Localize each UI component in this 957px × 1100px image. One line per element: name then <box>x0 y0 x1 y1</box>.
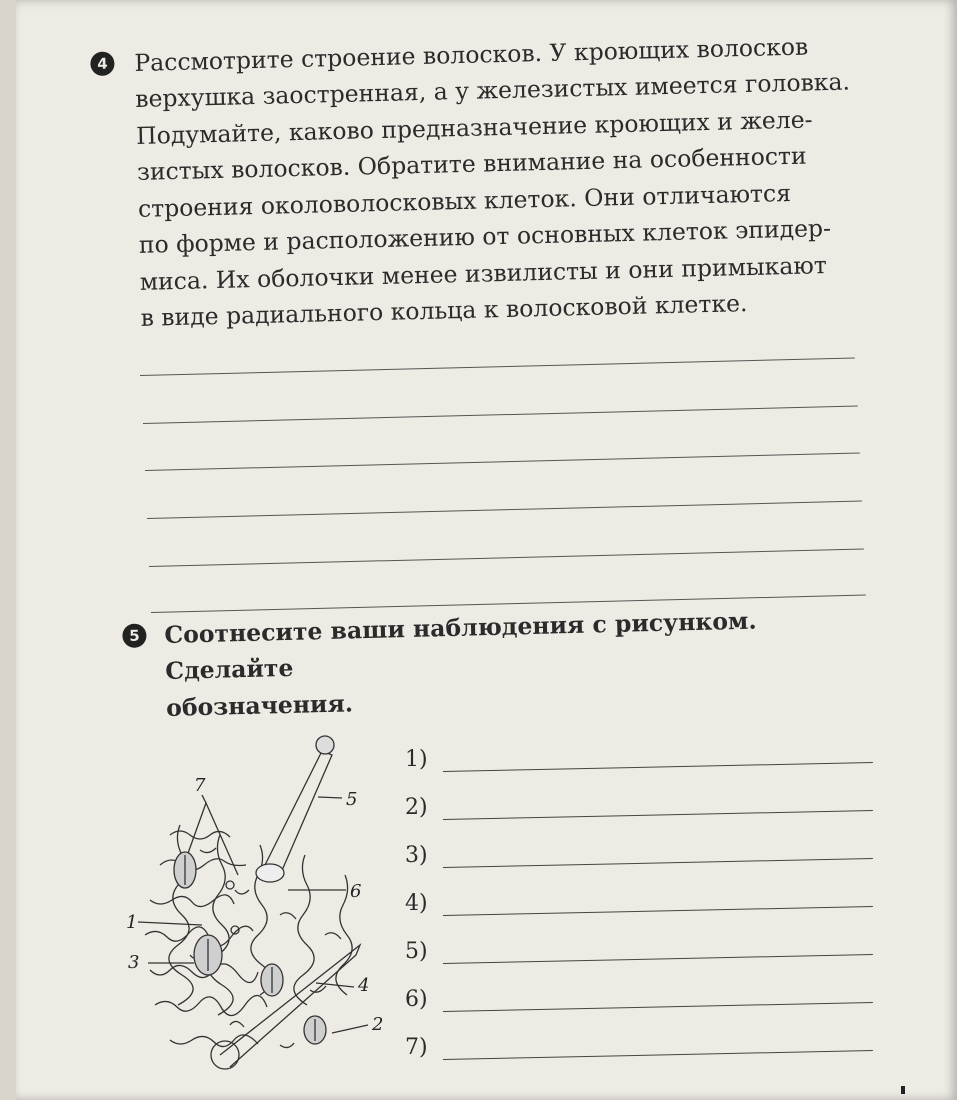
task-4-line: строения околоволосковых клеток. Они отличаются <box>137 178 792 223</box>
task-4-line: в виде радиального кольца к волосковой клетке. <box>140 289 748 332</box>
answer-row <box>405 927 885 975</box>
answer-line[interactable] <box>443 1050 873 1060</box>
answer-line[interactable] <box>443 906 873 916</box>
figure-label: 2 <box>372 1014 384 1035</box>
answer-line[interactable] <box>443 1002 873 1012</box>
epidermis-figure <box>110 725 400 1085</box>
task-4-line: миса. Их оболочки менее извилисты и они примыкают <box>139 250 828 296</box>
answer-line[interactable] <box>443 954 873 964</box>
task-5 <box>122 600 864 727</box>
task-5-number: 5 <box>122 623 147 648</box>
task-4-line: Рассмотрите строение волосков. У кроющих волосков <box>134 32 809 77</box>
task-4 <box>92 27 859 337</box>
answer-list <box>405 735 885 1071</box>
answer-row <box>405 1023 885 1071</box>
figure-label: 3 <box>128 952 140 973</box>
answer-row <box>405 783 885 831</box>
figure-label: 5 <box>346 789 358 810</box>
answer-row <box>405 975 885 1023</box>
answer-row <box>405 831 885 879</box>
figure-label: 4 <box>358 975 370 996</box>
answer-line[interactable] <box>443 762 873 772</box>
answer-row <box>405 735 885 783</box>
page-mark <box>901 1086 905 1094</box>
answer-number: 4) <box>405 891 428 916</box>
answer-number: 7) <box>405 1035 428 1060</box>
figure-label: 6 <box>350 881 362 902</box>
task-5-line: обозначения. <box>165 689 354 722</box>
answer-number: 3) <box>405 843 428 868</box>
figure-label: 1 <box>126 912 138 933</box>
task-4-line: верхушка заостренная, а у железистых имеется головка. <box>134 67 851 114</box>
task-4-line: зистых волосков. Обратите внимание на особенности <box>136 141 807 187</box>
answer-line[interactable] <box>443 810 873 820</box>
figure-label: 7 <box>194 775 206 796</box>
answer-line[interactable] <box>443 858 873 868</box>
answer-number: 5) <box>405 939 428 964</box>
answer-row <box>405 879 885 927</box>
answer-number: 1) <box>405 747 428 772</box>
answer-number: 6) <box>405 987 428 1012</box>
task-4-line: по форме и расположению от основных клеток эпидер- <box>138 214 832 260</box>
answer-number: 2) <box>405 795 428 820</box>
task-4-line: Подумайте, каково предназначение кроющих и желе- <box>135 105 813 150</box>
task-4-number: 4 <box>90 51 115 76</box>
task-5-line: Соотнесите ваши наблюдения с рисунком. Сделайте <box>164 606 757 686</box>
